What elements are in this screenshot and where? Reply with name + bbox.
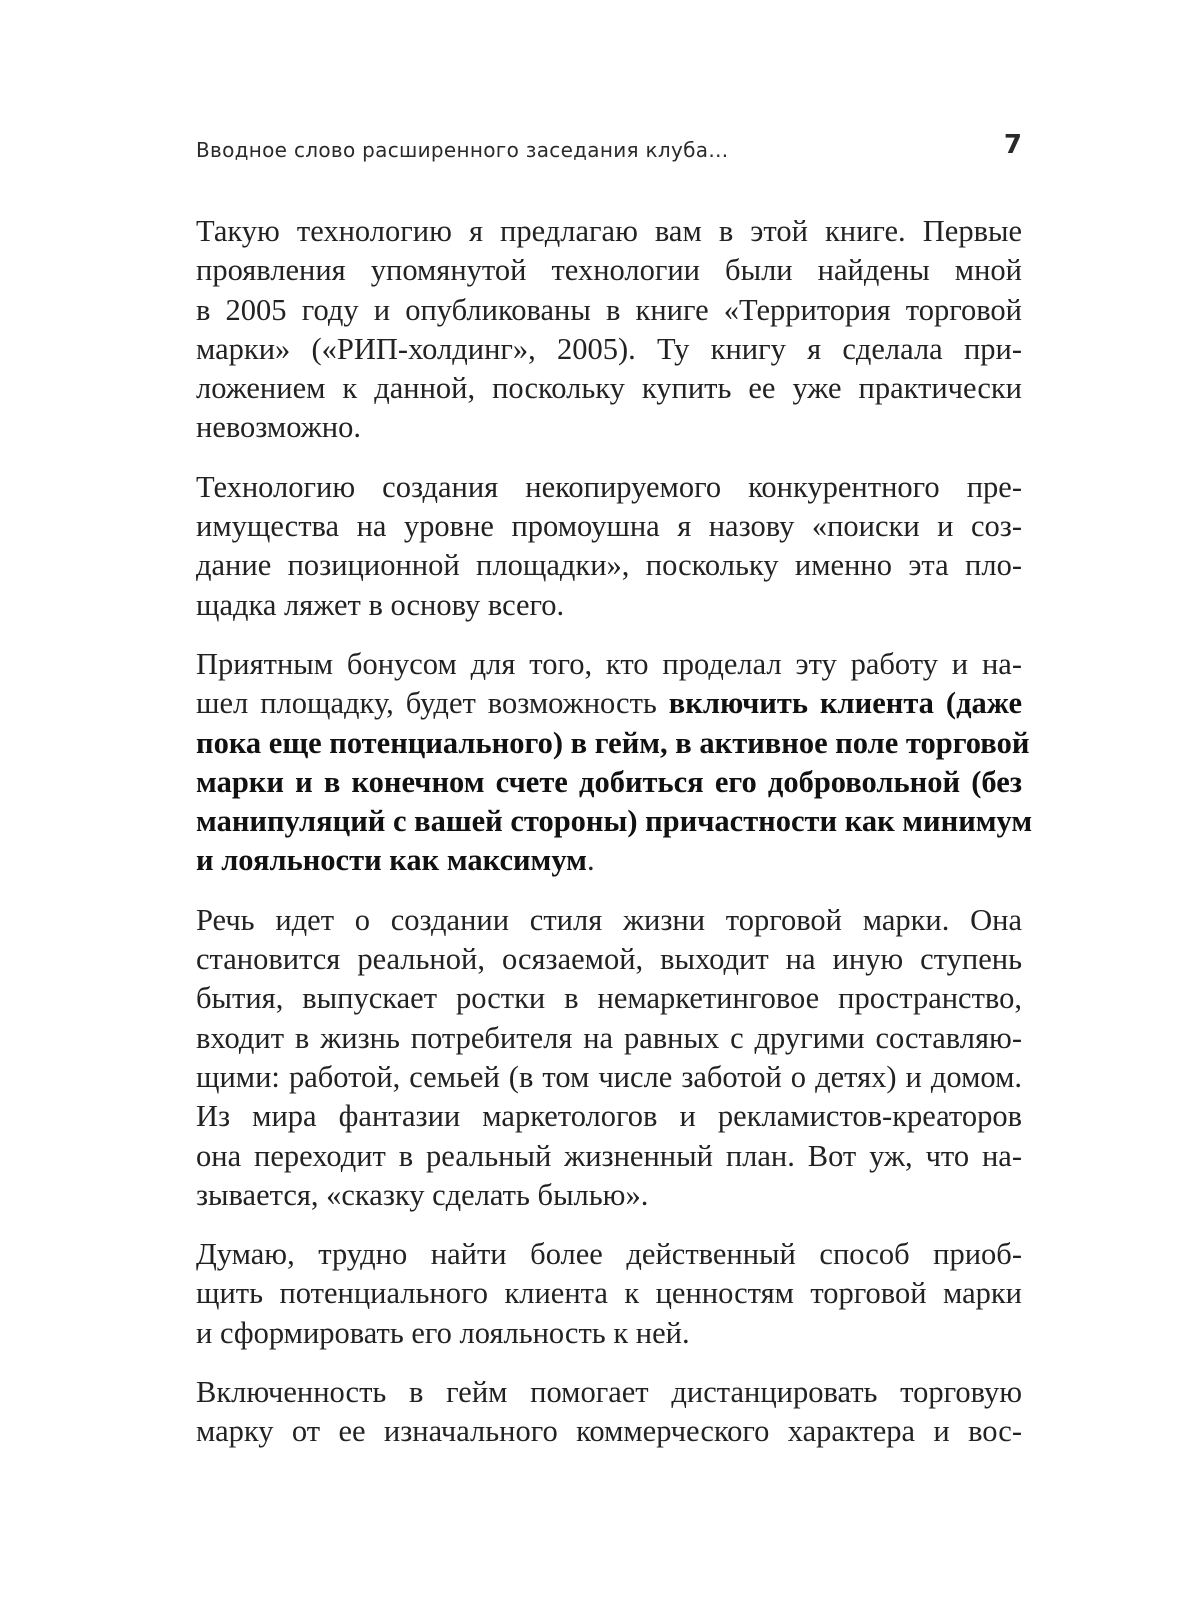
emphasis-line: пока еще потенциального) в гейм, в активное поле торговой bbox=[196, 725, 1030, 760]
text-line: проявления упомянутой технологии были найдены мной bbox=[196, 253, 1022, 288]
paragraph-4 bbox=[196, 901, 1022, 1215]
text-line: Включенность в гейм помогает дистанцировать торговую bbox=[196, 1375, 1022, 1410]
paragraph-5 bbox=[196, 1235, 1022, 1353]
emphasis-text: и лояльности как максимум bbox=[196, 843, 587, 878]
text-line: Речь идет о создании стиля жизни торговой марки. Она bbox=[196, 902, 1022, 937]
text-line: становится реальной, осязаемой, выходит на иную ступень bbox=[196, 942, 1022, 977]
text-line: и сформировать его лояльность к ней. bbox=[196, 1315, 690, 1350]
paragraph-1 bbox=[196, 212, 1022, 448]
text-line: ложением к данной, поскольку купить ее уже практически bbox=[196, 371, 1022, 406]
text-line: марку от ее изначального коммерческого характера и вос- bbox=[196, 1414, 1022, 1449]
emphasis-line: марки и в конечном счете добиться его добровольной (без bbox=[196, 764, 1022, 799]
text-line: в 2005 году и опубликованы в книге «Территория торговой bbox=[196, 292, 1022, 327]
text-line: невозможно. bbox=[196, 410, 361, 445]
paragraph-3 bbox=[196, 645, 1033, 881]
text-line: входит в жизнь потребителя на равных с другими составляю- bbox=[196, 1020, 1022, 1055]
text-line: марки» («РИП-холдинг», 2005). Ту книгу я сделала при- bbox=[196, 331, 1022, 366]
emphasis-text: включить клиента (даже bbox=[668, 686, 1022, 721]
running-title: Вводное слово расширенного заседания клуба… bbox=[196, 138, 729, 162]
text-run: шел площадку, будет возможность bbox=[196, 686, 669, 721]
text-line bbox=[196, 841, 1022, 880]
text-line: Думаю, трудно найти более действенный способ приоб- bbox=[196, 1237, 1022, 1272]
text-line bbox=[196, 684, 1022, 723]
paragraph-6 bbox=[196, 1373, 1022, 1452]
text-line: щими: работой, семьей (в том числе заботой о детях) и домом. bbox=[196, 1059, 1022, 1094]
text-line: щить потенциального клиента к ценностям торговой марки bbox=[196, 1276, 1022, 1311]
text-run: . bbox=[586, 843, 595, 878]
paragraph-2 bbox=[196, 468, 1022, 625]
text-line: бытия, выпускает ростки в немаркетинговое пространство, bbox=[196, 981, 1022, 1016]
text-line: дание позиционной площадки», поскольку именно эта пло- bbox=[196, 548, 1022, 583]
text-line: Приятным бонусом для того, кто проделал эту работу и на- bbox=[196, 646, 1022, 681]
text-line: она переходит в реальный жизненный план. Вот уж, что на- bbox=[196, 1138, 1022, 1173]
page-number: 7 bbox=[1003, 130, 1022, 160]
emphasis-line: манипуляций с вашей стороны) причастности как минимум bbox=[196, 804, 1033, 839]
running-header bbox=[196, 130, 1022, 170]
text-line: Технологию создания некопируемого конкурентного пре- bbox=[196, 469, 1022, 504]
text-line: щадка ляжет в основу всего. bbox=[196, 587, 565, 622]
text-line: Такую технологию я предлагаю вам в этой книге. Первые bbox=[196, 214, 1022, 248]
text-line: Из мира фантазии маркетологов и рекламистов-креаторов bbox=[196, 1099, 1022, 1134]
body-text bbox=[196, 212, 1033, 1472]
text-line: имущества на уровне промоушна я назову «поиски и соз- bbox=[196, 509, 1022, 544]
text-line: зывается, «сказку сделать былью». bbox=[196, 1177, 649, 1212]
